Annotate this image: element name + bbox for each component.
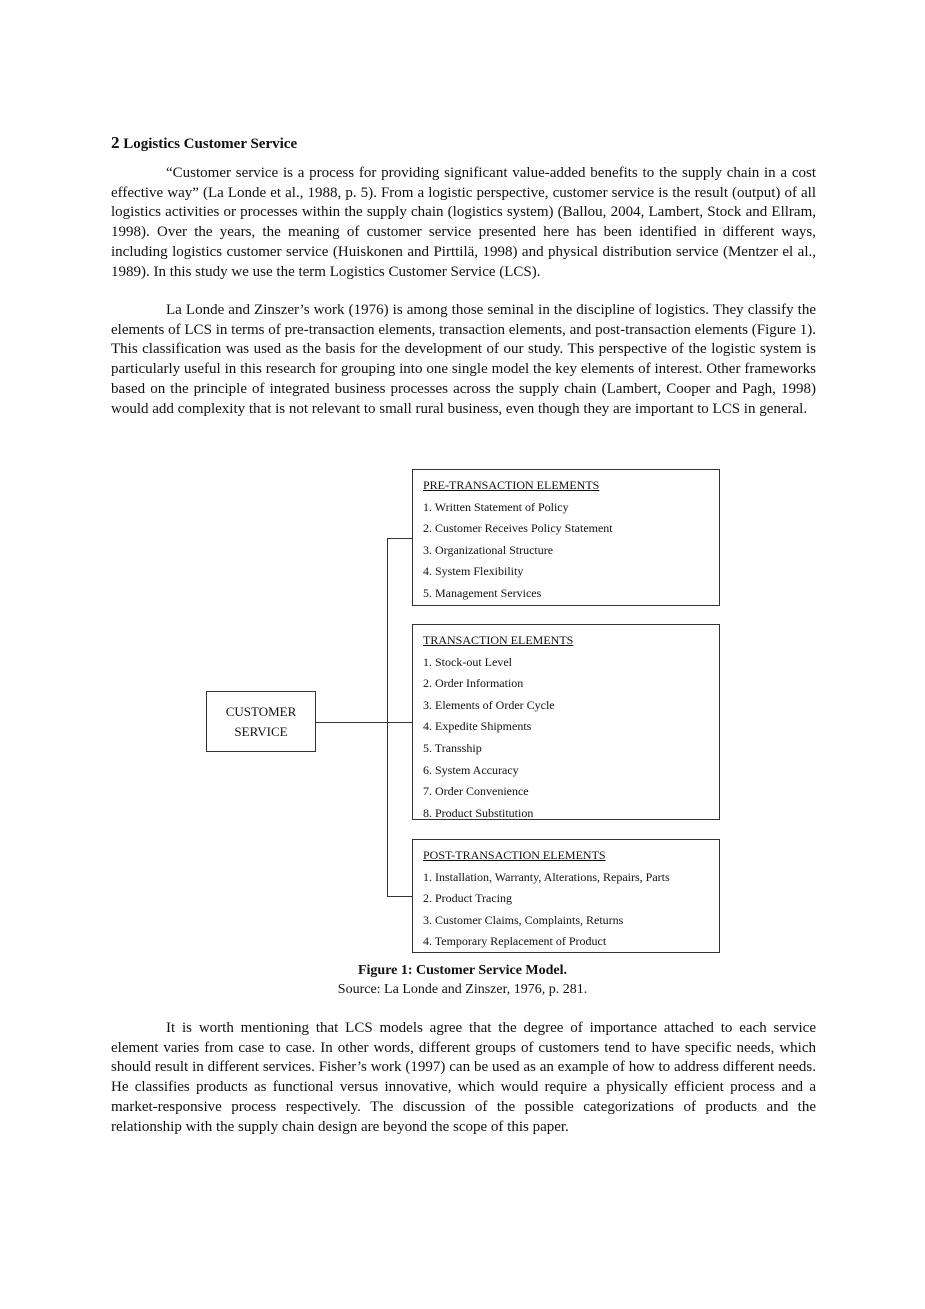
list-item: 2. Product Tracing [423, 891, 513, 906]
pre-transaction-title: PRE-TRANSACTION ELEMENTS [423, 478, 600, 492]
section-heading [111, 133, 297, 153]
list-item: 3. Customer Claims, Complaints, Returns [423, 912, 624, 927]
list-item: 2. Customer Receives Policy Statement [423, 521, 613, 536]
root-label-line2: SERVICE [234, 724, 288, 739]
list-item: 4. Expedite Shipments [423, 719, 532, 734]
list-item: 5. Transship [423, 740, 482, 755]
transaction-title: TRANSACTION ELEMENTS [423, 633, 574, 647]
list-item: 5. Management Services [423, 585, 542, 600]
paragraph-1-text: “Customer service is a process for providing significant value-added benefits to the supply chain in a cost effective way” (La Londe et al., 1988, p. 5). From a logistic perspective, customer service is the result (output) of all logistics activities or processes within the supply chain (logistics system) (Ballou, 2004, Lambert, Stock and Ellram, 1998). Over the years, the meaning of customer service presented here has been identified in different ways, including logistics customer service (Huiskonen and Pirttilä, 1998) and physical distribution service (Mentzer el al., 1989). In this study we use the term Logistics Customer Service (LCS). [111, 165, 816, 280]
paragraph-2 [111, 301, 816, 419]
paragraph-3-text: It is worth mentioning that LCS models agree that the degree of importance attached to each service element varies from case to case. In other words, different groups of customers tend to have specific needs, which should result in different services. Fisher’s work (1997) can be used as an example of how to address different needs. He classifies products as functional versus innovative, which would require a physically efficient process and a market-responsive process respectively. The discussion of the possible categorizations of products and the relationship with the supply chain design are beyond the scope of this paper. [111, 1020, 816, 1135]
list-item: 4. Temporary Replacement of Product [423, 934, 607, 949]
list-item: 3. Organizational Structure [423, 542, 554, 557]
root-label-line1: CUSTOMER [225, 704, 297, 719]
paragraph-3 [111, 1019, 816, 1137]
list-item: 8. Product Substitution [423, 805, 534, 820]
list-item: 1. Installation, Warranty, Alterations, Repairs, Parts [423, 869, 670, 884]
pre-transaction-box [412, 469, 720, 606]
list-item: 1. Stock-out Level [423, 654, 512, 669]
list-item: 7. Order Convenience [423, 784, 529, 799]
connector-vertical [387, 538, 388, 897]
transaction-box [412, 624, 720, 820]
customer-service-box [206, 691, 316, 752]
connector-root-to-transaction [316, 722, 413, 723]
list-item: 4. System Flexibility [423, 564, 524, 579]
list-item: 2. Order Information [423, 676, 524, 691]
post-transaction-title: POST-TRANSACTION ELEMENTS [423, 848, 606, 862]
section-number: 2 [111, 133, 120, 152]
connector-to-pre [387, 538, 413, 539]
figure-caption: Figure 1: Customer Service Model. [357, 963, 568, 978]
list-item: 1. Written Statement of Policy [423, 499, 569, 514]
paragraph-1 [111, 164, 816, 282]
post-transaction-box [412, 839, 720, 953]
connector-to-post [387, 896, 413, 897]
list-item: 3. Elements of Order Cycle [423, 697, 555, 712]
section-title: Logistics Customer Service [123, 136, 298, 152]
figure-source: Source: La Londe and Zinszer, 1976, p. 281. [337, 982, 588, 997]
paragraph-2-text: La Londe and Zinszer’s work (1976) is among those seminal in the discipline of logistics. They classify the elements of LCS in terms of pre-transaction elements, transaction elements, and post-transaction elements (Figure 1). This classification was used as the basis for the development of our study. This perspective of the logistic system is particularly useful in this research for grouping into one single model the key elements of interest. Other frameworks based on the principle of integrated business processes across the supply chain (Lambert, Cooper and Pagh, 1998) would add complexity that is not relevant to small rural business, even though they are important to LCS in general. [111, 302, 816, 417]
list-item: 6. System Accuracy [423, 762, 519, 777]
